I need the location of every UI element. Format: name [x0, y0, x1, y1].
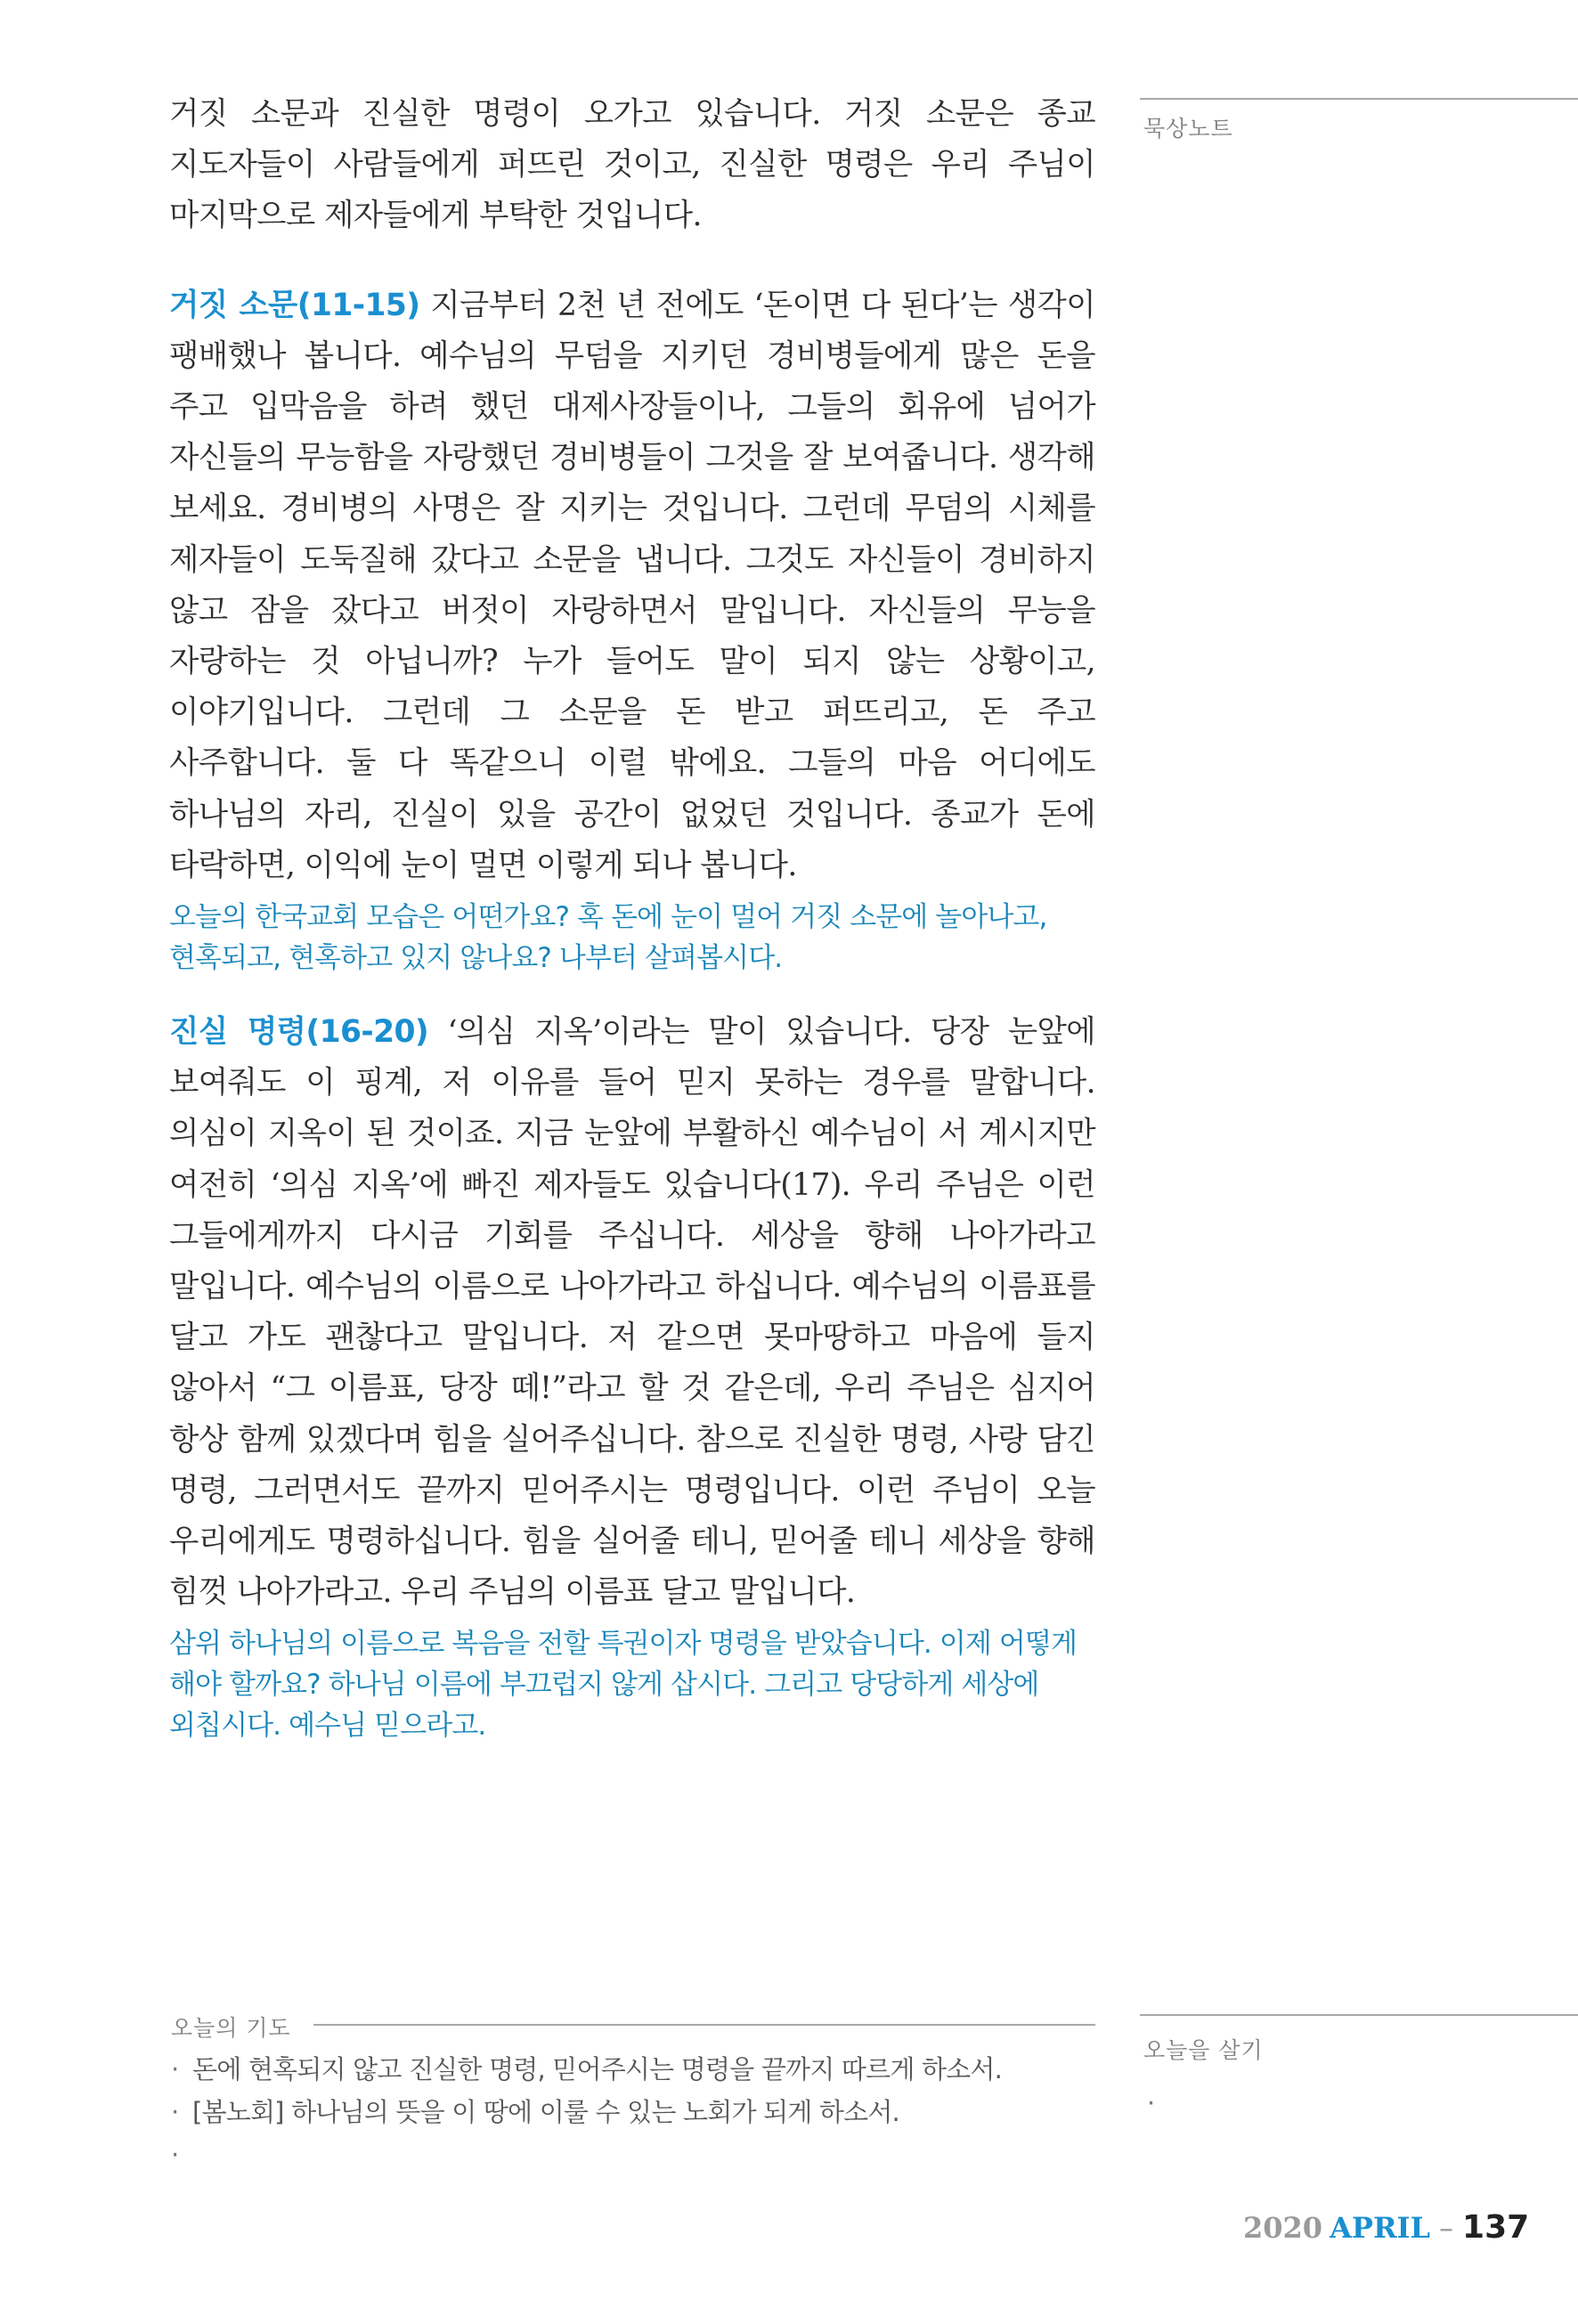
page-footer — [1243, 2209, 1529, 2246]
sidebar-label-living-today: 오늘을 살기 — [1143, 2037, 1264, 2063]
section-true-command-note: 삼위 하나님의 이름으로 복음을 전할 특권이자 명령을 받았습니다. 이제 어떻게 해야 할까요? 하나님 이름에 부끄럽지 않게 삽시다. 그리고 당당하게 세상에 외칩시다. 예수님 믿으라고. — [169, 1628, 1078, 1743]
prayer-bullet: · — [171, 2140, 179, 2170]
page-number: 137 — [1462, 2209, 1530, 2246]
prayer-item — [171, 2048, 1097, 2091]
main-column — [169, 89, 1095, 1746]
sidebar-bottom-rule — [1140, 2014, 1578, 2016]
section-true-command-body: ‘의심 지옥’이라는 말이 있습니다. 당장 눈앞에 보여줘도 이 핑계, 저 이유를 들어 믿지 못하는 경우를 말합니다. 의심이 지옥이 된 것이죠. 지금 눈앞에 부활하신 예수님이 서 계시지만 여전히 ‘의심 지옥’에 빠진 제자들도 있습니다(17). 우리 주님은 이런 그들에게까지 다시금 기회를 주십니다. 세상을 향해 나아가라고 말입니다. 예수님의 이름으로 나아가라고 하십니다. 예수님의 이름표를 달고 가도 괜찮다고 말입니다. 저 같으면 못마땅하고 마음에 들지 않아서 “그 이름표, 당장 떼!”라고 할 것 같은데, 우리 주님은 심지어 항상 함께 있겠다며 힘을 실어주십니다. 참으로 진실한 명령, 사랑 담긴 명령, 그러면서도 끝까지 믿어주시는 명령입니다. 이런 주님이 오늘 우리에게도 명령하십니다. 힘을 실어줄 테니, 믿어줄 테니 세상을 향해 힘껏 나아가라고. 우리 주님의 이름표 달고 말입니다. — [169, 1014, 1095, 1611]
prayer-label: 오늘의 기도 — [171, 2015, 291, 2041]
section-false-rumor-body: 지금부터 2천 년 전에도 ‘돈이면 다 된다’는 생각이 팽배했나 봅니다. 예수님의 무덤을 지키던 경비병들에게 많은 돈을 주고 입막음을 하려 했던 대제사장들이나, 그들의 회유에 넘어가 자신들의 무능함을 자랑했던 경비병들이 그것을 잘 보여줍니다. 생각해 보세요. 경비병의 사명은 잘 지키는 것입니다. 그런데 무덤의 시체를 제자들이 도둑질해 갔다고 소문을 냅니다. 그것도 자신들이 경비하지 않고 잠을 잤다고 버젓이 자랑하면서 말입니다. 자신들의 무능을 자랑하는 것 아닙니까? 누가 들어도 말이 되지 않는 상황이고, 이야기입니다. 그런데 그 소문을 돈 받고 퍼뜨리고, 돈 주고 사주합니다. 둘 다 똑같으니 이럴 밖에요. 그들의 마음 어디에도 하나님의 자리, 진실이 있을 공간이 없었던 것입니다. 종교가 돈에 타락하면, 이익에 눈이 멀면 이렇게 되나 봅니다. — [169, 287, 1096, 883]
footer-dash: – — [1439, 2211, 1454, 2245]
footer-year: 2020 — [1243, 2211, 1323, 2245]
section-false-rumor-note: 오늘의 한국교회 모습은 어떤가요? 혹 돈에 눈이 멀어 거짓 소문에 놀아나고, 현혹되고, 현혹하고 있지 않나요? 나부터 살펴봅시다. — [169, 901, 1047, 975]
prayer-bullet: · — [171, 2054, 179, 2084]
prayer-list — [171, 2048, 1097, 2176]
sidebar-label-meditation-note: 묵상노트 — [1143, 116, 1233, 142]
section-true-command — [169, 1007, 1095, 1618]
prayer-item-text: 돈에 현혹되지 않고 진실한 명령, 믿어주시는 명령을 끝까지 따르게 하소서. — [192, 2054, 1003, 2084]
living-today-bullet: · — [1147, 2088, 1156, 2118]
section-true-command-heading: 진실 명령(16-20) — [169, 1014, 429, 1051]
intro-paragraph: 거짓 소문과 진실한 명령이 오가고 있습니다. 거짓 소문은 종교 지도자들이 사람들에게 퍼뜨린 것이고, 진실한 명령은 우리 주님이 마지막으로 제자들에게 부탁한 것입니다. — [169, 96, 1095, 234]
prayer-item — [171, 2133, 1097, 2176]
sidebar-top-rule — [1140, 98, 1578, 100]
footer-month: APRIL — [1330, 2211, 1431, 2245]
prayer-rule — [313, 2024, 1095, 2026]
prayer-item-text: [봄노회] 하나님의 뜻을 이 땅에 이룰 수 있는 노회가 되게 하소서. — [192, 2097, 899, 2127]
section-false-rumor — [169, 280, 1095, 891]
prayer-item — [171, 2091, 1097, 2133]
section-false-rumor-heading: 거짓 소문(11-15) — [169, 287, 420, 323]
prayer-bullet: · — [171, 2097, 179, 2127]
